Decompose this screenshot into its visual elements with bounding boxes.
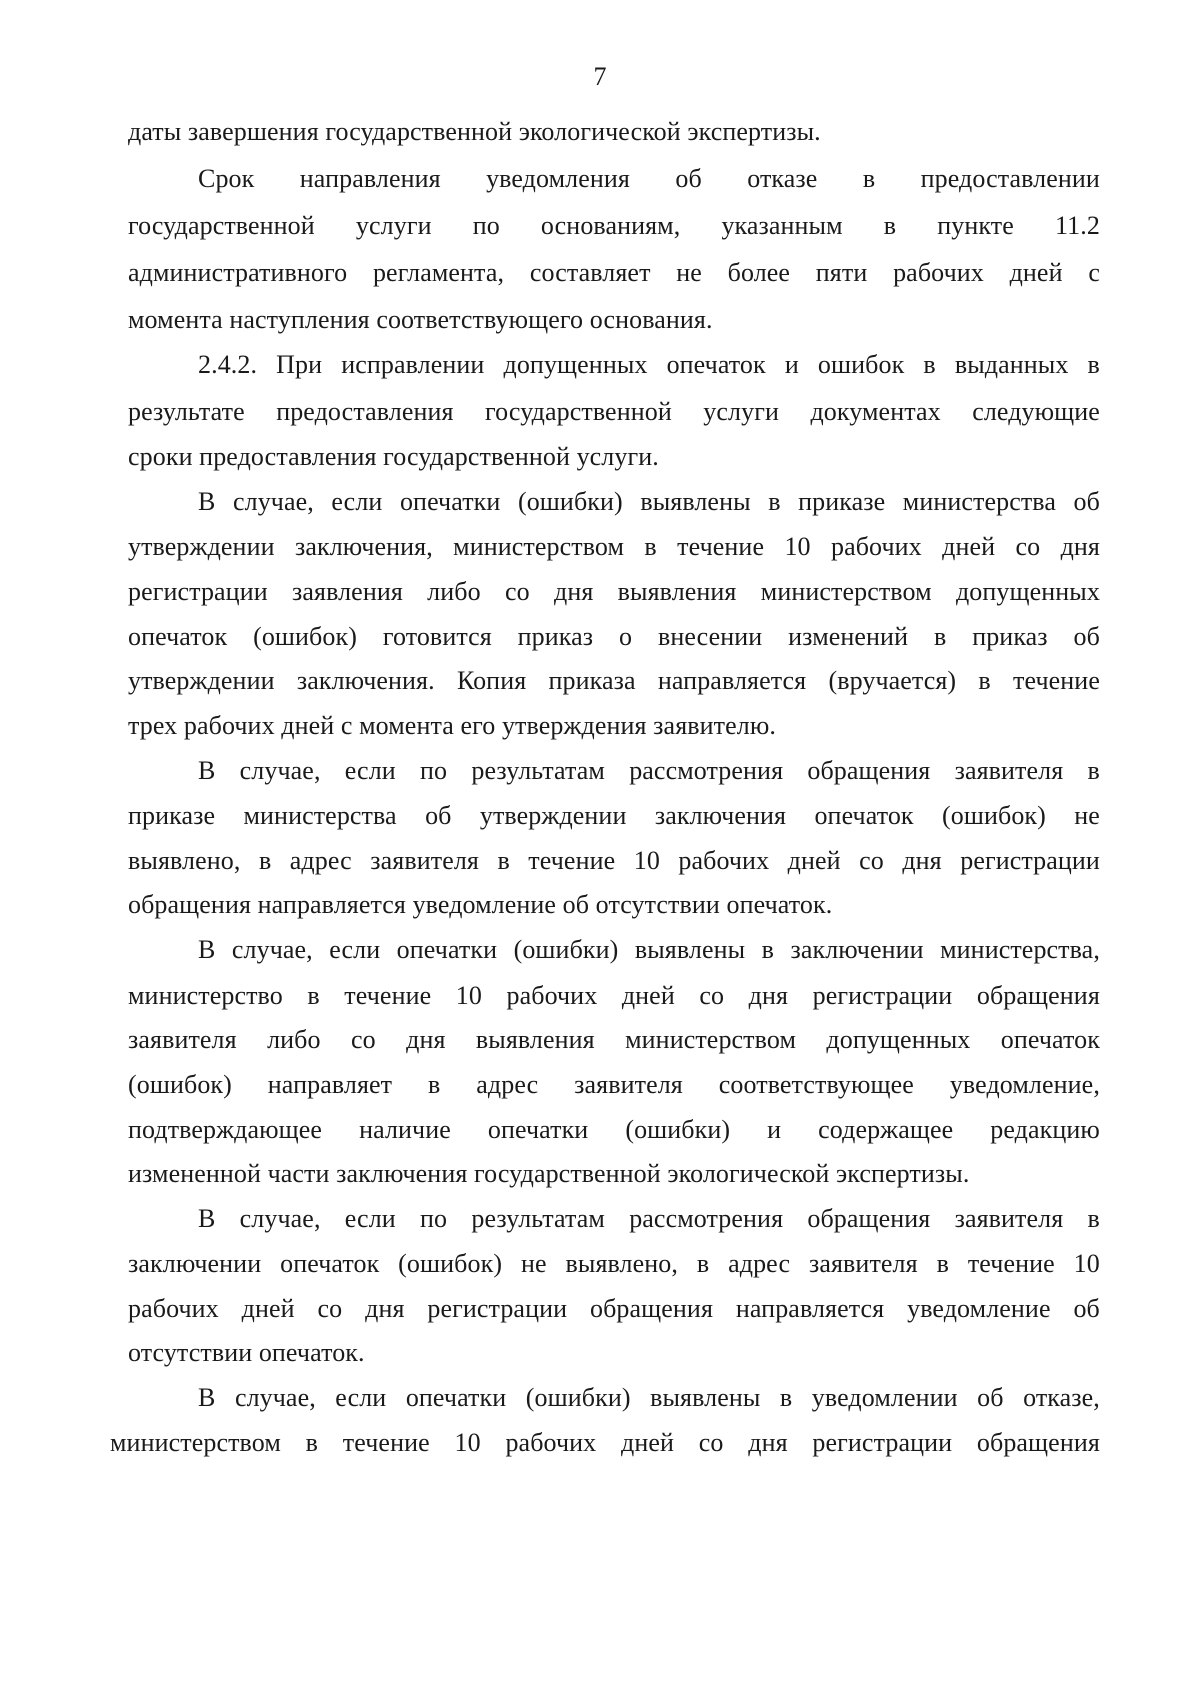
word: об — [977, 1383, 1004, 1412]
word: утверждении — [128, 532, 275, 561]
word: заявителя — [808, 1249, 918, 1278]
word: услуги — [703, 397, 779, 426]
word: с — [1088, 258, 1100, 287]
word: приказ — [972, 622, 1048, 651]
word: со — [859, 846, 884, 875]
word: случае, — [239, 756, 321, 785]
text-line — [128, 210, 1100, 242]
word: В — [198, 1383, 216, 1412]
word: если — [344, 756, 396, 785]
word: заявителя — [370, 846, 479, 875]
word: рассмотрения — [629, 1204, 784, 1233]
word: дней — [621, 981, 675, 1010]
word: об — [675, 164, 702, 193]
word: государственной — [485, 397, 672, 426]
word: течение — [1013, 666, 1100, 695]
word: случае, — [234, 1383, 316, 1412]
word: рабочих — [893, 258, 984, 287]
word: либо — [427, 577, 481, 606]
word: выданных — [954, 350, 1069, 379]
word: в — [305, 1428, 319, 1457]
word: по — [420, 756, 448, 785]
word: об — [1073, 487, 1100, 516]
word: пяти — [815, 258, 868, 287]
text-line — [128, 1069, 1100, 1101]
word: (ошибки) — [513, 935, 619, 964]
word: опечаток — [666, 350, 766, 379]
word: дней — [241, 1294, 295, 1323]
word: об — [1073, 1294, 1100, 1323]
word: При — [276, 350, 323, 379]
word: изменений — [788, 622, 909, 651]
word: в — [761, 935, 775, 964]
text-line: измененной части заключения государственной экологической экспертизы. — [128, 1159, 970, 1188]
word: о — [619, 622, 633, 651]
word: и — [784, 350, 799, 379]
word: если — [329, 935, 381, 964]
word: в — [978, 666, 991, 695]
word: в — [1087, 756, 1100, 785]
word: течение — [528, 846, 616, 875]
word: В — [198, 487, 216, 516]
word: 10 — [454, 1428, 481, 1457]
word: допущенных — [955, 577, 1100, 606]
word: результатам — [471, 1204, 605, 1233]
text-line — [128, 1024, 1100, 1056]
word: приказе — [798, 487, 886, 516]
word: дня — [748, 981, 789, 1010]
text-line — [128, 1248, 1100, 1280]
text-line — [198, 163, 1100, 195]
word: уведомления — [486, 164, 630, 193]
text-line — [128, 1293, 1100, 1325]
word: ошибок — [817, 350, 905, 379]
word: уведомлении — [811, 1383, 958, 1412]
text-line — [128, 845, 1100, 877]
word: направления — [299, 164, 441, 193]
word: уведомление — [907, 1294, 1051, 1323]
word: в — [883, 211, 897, 240]
word: по — [472, 211, 500, 240]
word: (ошибок) — [942, 801, 1046, 830]
word: обращения — [807, 756, 931, 785]
word: содержащее — [818, 1115, 954, 1144]
word: соответствующее — [718, 1070, 914, 1099]
word: со — [504, 577, 530, 606]
word: подтверждающее — [128, 1115, 323, 1144]
word: со — [699, 981, 725, 1010]
word: заявления — [292, 577, 403, 606]
word: опечатки — [399, 487, 501, 516]
text-line — [198, 1382, 1100, 1414]
word: рабочих — [678, 846, 770, 875]
text-line — [128, 531, 1100, 563]
word: министерством — [110, 1428, 281, 1457]
text-line: даты завершения государственной экологической экспертизы. — [128, 117, 821, 146]
word: заключения. — [296, 666, 435, 695]
word: предоставления — [276, 397, 454, 426]
text-line — [128, 576, 1100, 608]
word: Копия — [456, 666, 527, 695]
word: заключения, — [294, 532, 433, 561]
word: указанным — [721, 211, 843, 240]
text-line — [198, 349, 1100, 381]
text-line — [128, 665, 1100, 697]
word: внесении — [657, 622, 763, 651]
word: и — [767, 1115, 782, 1144]
word: направляется — [735, 1294, 885, 1323]
text-line — [198, 934, 1100, 966]
word: если — [344, 1204, 396, 1233]
word: направляется — [657, 666, 807, 695]
word: рабочих — [505, 1428, 597, 1457]
word: (ошибок) — [398, 1249, 503, 1278]
text-line — [128, 980, 1100, 1012]
word: случае, — [239, 1204, 321, 1233]
word: по — [420, 1204, 448, 1233]
word: результатам — [471, 756, 605, 785]
word: Срок — [198, 164, 255, 193]
word: заключении — [128, 1249, 262, 1278]
word: дней — [1009, 258, 1063, 287]
word: случае, — [231, 935, 313, 964]
word: (ошибки) — [625, 1115, 731, 1144]
text-line — [198, 486, 1100, 518]
word: со — [1015, 532, 1041, 561]
word: в — [923, 350, 936, 379]
word: услуги — [355, 211, 432, 240]
word: в — [696, 1249, 710, 1278]
word: заявителя — [574, 1070, 683, 1099]
word: 2.4.2. — [198, 350, 258, 379]
word: заключения — [654, 801, 787, 830]
word: направляет — [267, 1070, 393, 1099]
word: регистрации — [427, 1294, 568, 1323]
text-line — [128, 621, 1100, 653]
word: выявлены — [634, 935, 746, 964]
word: министерства, — [940, 935, 1100, 964]
word: 11.2 — [1054, 211, 1100, 240]
text-line — [128, 800, 1100, 832]
word: предоставлении — [920, 164, 1100, 193]
word: опечатки — [487, 1115, 589, 1144]
word: рабочих — [830, 532, 922, 561]
word: административного — [128, 258, 348, 287]
text-line: обращения направляется уведомление об отсутствии опечаток. — [128, 890, 833, 919]
word: в — [428, 1070, 441, 1099]
word: рассмотрения — [629, 756, 784, 785]
word: адрес — [728, 1249, 791, 1278]
word: заявителя — [954, 756, 1064, 785]
word: В — [198, 756, 216, 785]
word: со — [698, 1428, 724, 1457]
word: государственной — [128, 211, 315, 240]
word: регистрации — [128, 577, 268, 606]
word: 10 — [1073, 1249, 1100, 1278]
word: течение — [342, 1428, 430, 1457]
word: об — [425, 801, 452, 830]
word: 10 — [633, 846, 660, 875]
text-line — [198, 755, 1100, 787]
word: составляет — [529, 258, 651, 287]
text-line: момента наступления соответствующего основания. — [128, 305, 713, 334]
word: готовится — [382, 622, 492, 651]
word: опечаток — [814, 801, 914, 830]
text-line — [110, 1427, 1100, 1459]
word: исправлении — [341, 350, 485, 379]
word: в — [862, 164, 876, 193]
word: (ошибок) — [253, 622, 357, 651]
word: в — [1087, 350, 1100, 379]
word: в — [779, 1383, 793, 1412]
word: обращения — [807, 1204, 931, 1233]
word: в — [644, 532, 657, 561]
word: отказе — [747, 164, 818, 193]
word: обращения — [976, 981, 1100, 1010]
word: со — [317, 1294, 343, 1323]
word: приказ — [517, 622, 594, 651]
word: если — [331, 487, 383, 516]
word: министерством — [453, 532, 625, 561]
text-line — [128, 257, 1100, 289]
word: в — [768, 487, 781, 516]
word: если — [335, 1383, 387, 1412]
word: дней — [942, 532, 996, 561]
word: 10 — [455, 981, 482, 1010]
word: (вручается) — [828, 666, 957, 695]
word: выявлено, — [128, 846, 241, 875]
word: допущенных — [503, 350, 648, 379]
text-line: сроки предоставления государственной услуги. — [128, 442, 659, 471]
word: дня — [748, 1428, 788, 1457]
word: регистрации — [960, 846, 1100, 875]
word: обращения — [976, 1428, 1100, 1457]
word: либо — [267, 1025, 321, 1054]
word: заявителя — [954, 1204, 1064, 1233]
word: обращения — [589, 1294, 714, 1323]
text-line: трех рабочих дней с момента его утверждения заявителю. — [128, 711, 776, 740]
word: опечаток — [280, 1249, 380, 1278]
word: дня — [365, 1294, 405, 1323]
word: опечатки — [396, 935, 498, 964]
word: течение — [967, 1249, 1055, 1278]
word: дней — [787, 846, 841, 875]
word: дня — [553, 577, 594, 606]
word: заключении — [790, 935, 924, 964]
word: приказе — [128, 801, 216, 830]
word: утверждении — [479, 801, 627, 830]
word: более — [727, 258, 791, 287]
text-line — [198, 1203, 1100, 1235]
word: выявления — [475, 1025, 595, 1054]
page-number: 7 — [593, 62, 607, 91]
text-line — [128, 396, 1100, 428]
word: регистрации — [812, 1428, 953, 1457]
word: В — [198, 1204, 216, 1233]
word: следующие — [972, 397, 1100, 426]
word: адрес — [289, 846, 352, 875]
word: случае, — [232, 487, 314, 516]
word: дня — [1060, 532, 1100, 561]
word: опечатки — [405, 1383, 507, 1412]
word: рабочих — [128, 1294, 219, 1323]
word: приказа — [548, 666, 636, 695]
word: дней — [621, 1428, 674, 1457]
word: министерство — [128, 981, 283, 1010]
word: результате — [128, 397, 245, 426]
word: дня — [406, 1025, 446, 1054]
word: об — [1073, 622, 1100, 651]
word: не — [676, 258, 702, 287]
word: не — [1074, 801, 1100, 830]
word: 10 — [784, 532, 811, 561]
word: пункте — [937, 211, 1014, 240]
word: в — [1087, 1204, 1100, 1233]
word: основаниям, — [540, 211, 681, 240]
word: выявлены — [650, 1383, 761, 1412]
word: регистрации — [812, 981, 953, 1010]
word: течение — [677, 532, 765, 561]
word: (ошибки) — [525, 1383, 631, 1412]
word: регламента, — [372, 258, 505, 287]
word: выявлено, — [565, 1249, 678, 1278]
word: допущенных — [826, 1025, 971, 1054]
word: наличие — [359, 1115, 451, 1144]
word: министерства — [902, 487, 1056, 516]
word: выявления — [617, 577, 737, 606]
word: в — [933, 622, 947, 651]
word: министерства — [243, 801, 397, 830]
word: опечаток — [1000, 1025, 1100, 1054]
word: не — [520, 1249, 547, 1278]
word: утверждении — [128, 666, 275, 695]
word: в — [497, 846, 510, 875]
word: (ошибки) — [517, 487, 623, 516]
word: опечаток — [128, 622, 228, 651]
word: В — [198, 935, 216, 964]
word: документах — [810, 397, 941, 426]
word: министерством — [625, 1025, 797, 1054]
word: в — [936, 1249, 949, 1278]
word: (ошибок) — [128, 1070, 232, 1099]
word: рабочих — [506, 981, 598, 1010]
word: со — [350, 1025, 376, 1054]
text-line: отсутствии опечаток. — [128, 1338, 365, 1367]
word: адрес — [476, 1070, 539, 1099]
word: в — [258, 846, 272, 875]
word: отказе, — [1023, 1383, 1100, 1412]
text-line — [128, 1114, 1100, 1146]
word: течение — [344, 981, 432, 1010]
word: министерством — [760, 577, 932, 606]
word: редакцию — [990, 1115, 1100, 1144]
word: заявителя — [128, 1025, 237, 1054]
word: дня — [902, 846, 942, 875]
word: уведомление, — [949, 1070, 1100, 1099]
word: выявлены — [640, 487, 751, 516]
word: в — [307, 981, 320, 1010]
